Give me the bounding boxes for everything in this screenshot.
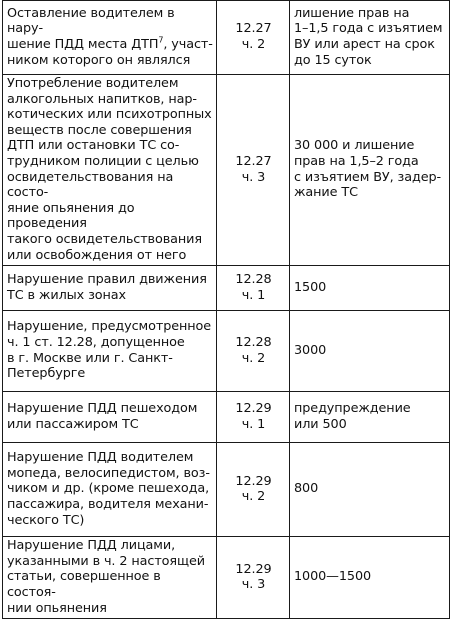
penalty: предупреждение или 500 xyxy=(290,392,450,443)
violation-description: Нарушение правил движения ТС в жилых зонах xyxy=(3,266,217,311)
penalty: 3000 xyxy=(290,311,450,392)
article-reference: 12.27 ч. 2 xyxy=(217,1,290,75)
violation-description: Употребление водителем алкогольных напитков, нар- котических или психотропных веществ после совершения ДТП или остановки ТС со- трудником полиции с целью освидетельствования на состо- яние опьянения до проведения такого освидетельствования или освобождения от него xyxy=(3,75,217,266)
penalty: 1500 xyxy=(290,266,450,311)
description-text: Оставление водителем в нару- шение ПДД места ДТП xyxy=(7,5,175,52)
table-row xyxy=(3,266,450,311)
violation-description: Нарушение, предусмотренное ч. 1 ст. 12.28, допущенное в г. Москве или г. Санкт- Петербурге xyxy=(3,311,217,392)
description-text-tail: , участ- ником которого он являлся xyxy=(7,37,213,68)
article-reference: 12.28 ч. 2 xyxy=(217,311,290,392)
article-reference: 12.29 ч. 2 xyxy=(217,443,290,537)
penalty: 800 xyxy=(290,443,450,537)
violation-description: Нарушение ПДД водителем мопеда, велосипедистом, воз- чиком и др. (кроме пешехода, пассажира, водителя механи- ческого ТС) xyxy=(3,443,217,537)
table-row xyxy=(3,537,450,619)
table-row xyxy=(3,443,450,537)
penalty: 30 000 и лишение прав на 1,5–2 года с изъятием ВУ, задер- жание ТС xyxy=(290,75,450,266)
penalty: лишение прав на 1–1,5 года с изъятием ВУ или арест на срок до 15 суток xyxy=(290,1,450,75)
table-row xyxy=(3,392,450,443)
table-row xyxy=(3,1,450,75)
violation-description xyxy=(3,1,217,75)
violation-description: Нарушение ПДД пешеходом или пассажиром ТС xyxy=(3,392,217,443)
table-row xyxy=(3,311,450,392)
article-reference: 12.29 ч. 3 xyxy=(217,537,290,619)
penalties-table xyxy=(2,0,450,619)
footnote-marker: 7 xyxy=(158,35,164,45)
article-reference: 12.29 ч. 1 xyxy=(217,392,290,443)
penalty: 1000—1500 xyxy=(290,537,450,619)
article-reference: 12.28 ч. 1 xyxy=(217,266,290,311)
violation-description: Нарушение ПДД лицами, указанными в ч. 2 настоящей статьи, совершенное в состоя- нии опьянения xyxy=(3,537,217,619)
article-reference: 12.27 ч. 3 xyxy=(217,75,290,266)
table-row xyxy=(3,75,450,266)
